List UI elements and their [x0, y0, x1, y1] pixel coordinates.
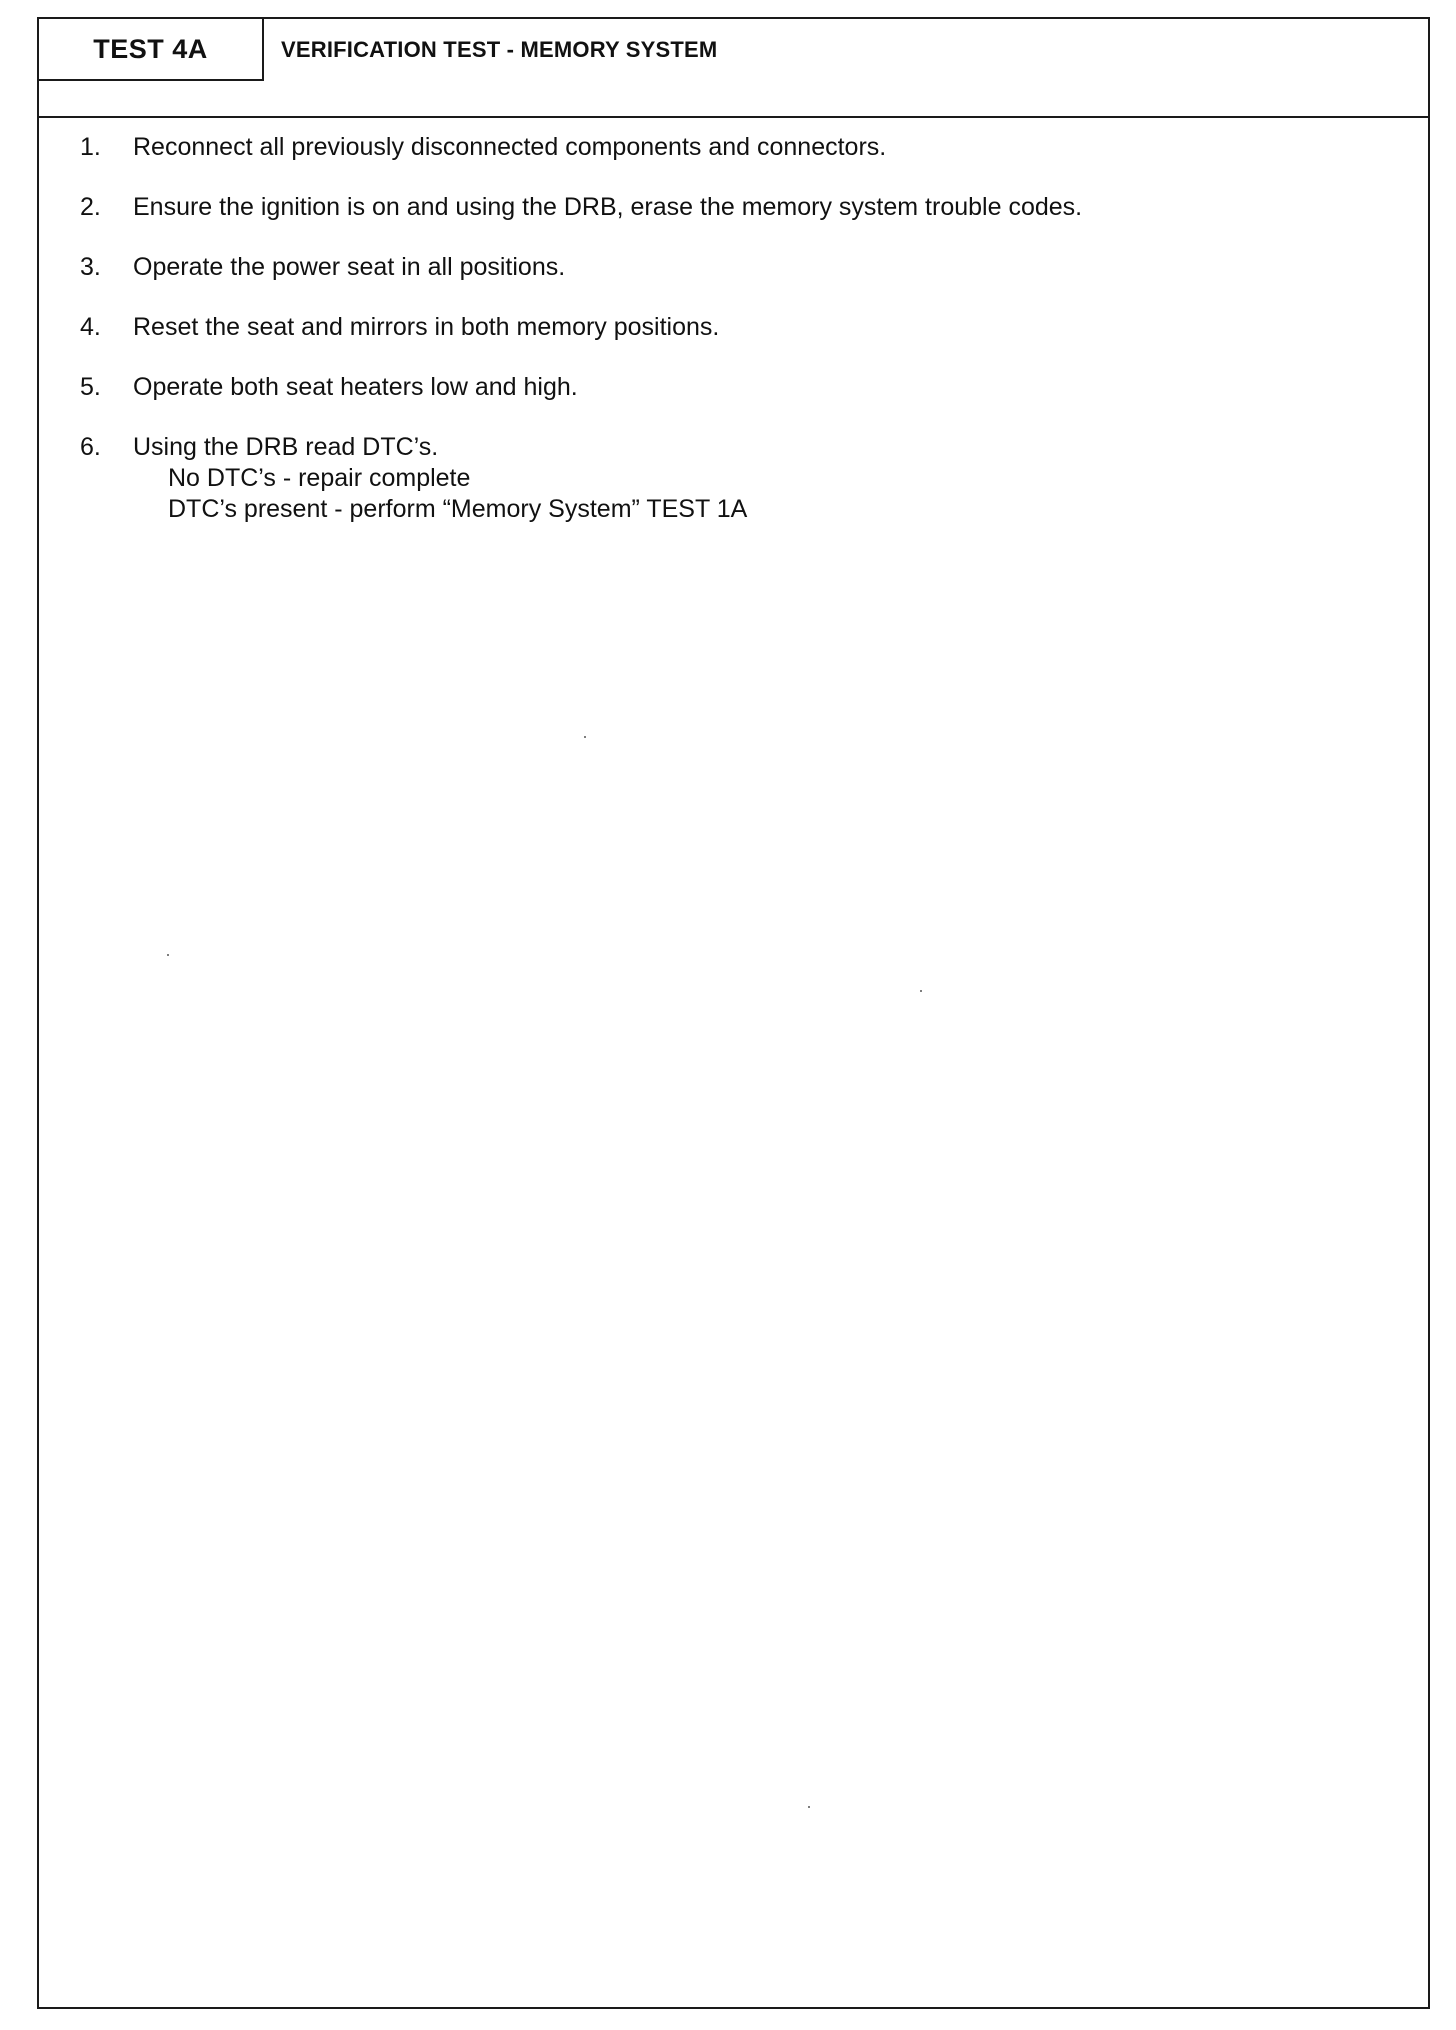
test-title: VERIFICATION TEST - MEMORY SYSTEM [281, 37, 718, 62]
scan-speck [920, 990, 922, 992]
page-frame [37, 17, 1430, 2009]
step-outcome-dtc-present: DTC’s present - perform “Memory System” TEST 1A [168, 495, 748, 523]
step-text: Reset the seat and mirrors in both memory positions. [133, 313, 720, 341]
procedure-step-4 [39, 312, 1428, 343]
step-text: Operate both seat heaters low and high. [133, 373, 578, 401]
step-number: 1. [80, 133, 101, 161]
procedure-step-2 [39, 192, 1428, 223]
procedure-step-5 [39, 372, 1428, 403]
procedure-step-6 [39, 432, 1428, 525]
step-number: 3. [80, 253, 101, 281]
test-id-label: TEST 4A [39, 19, 264, 81]
test-header [39, 19, 1428, 118]
step-number: 6. [80, 433, 101, 461]
step-number: 2. [80, 193, 101, 221]
step-text: Reconnect all previously disconnected components and connectors. [133, 133, 887, 161]
step-text: Operate the power seat in all positions. [133, 253, 566, 281]
step-text: Ensure the ignition is on and using the DRB, erase the memory system trouble codes. [133, 193, 1083, 221]
scan-speck [167, 954, 169, 956]
step-outcome-no-dtc: No DTC’s - repair complete [168, 464, 471, 492]
procedure-steps [39, 132, 1428, 554]
step-text: Using the DRB read DTC’s. [133, 433, 439, 461]
step-number: 4. [80, 313, 101, 341]
step-number: 5. [80, 373, 101, 401]
scan-speck [808, 1806, 810, 1808]
procedure-step-3 [39, 252, 1428, 283]
scan-speck [584, 736, 586, 738]
procedure-step-1 [39, 132, 1428, 163]
